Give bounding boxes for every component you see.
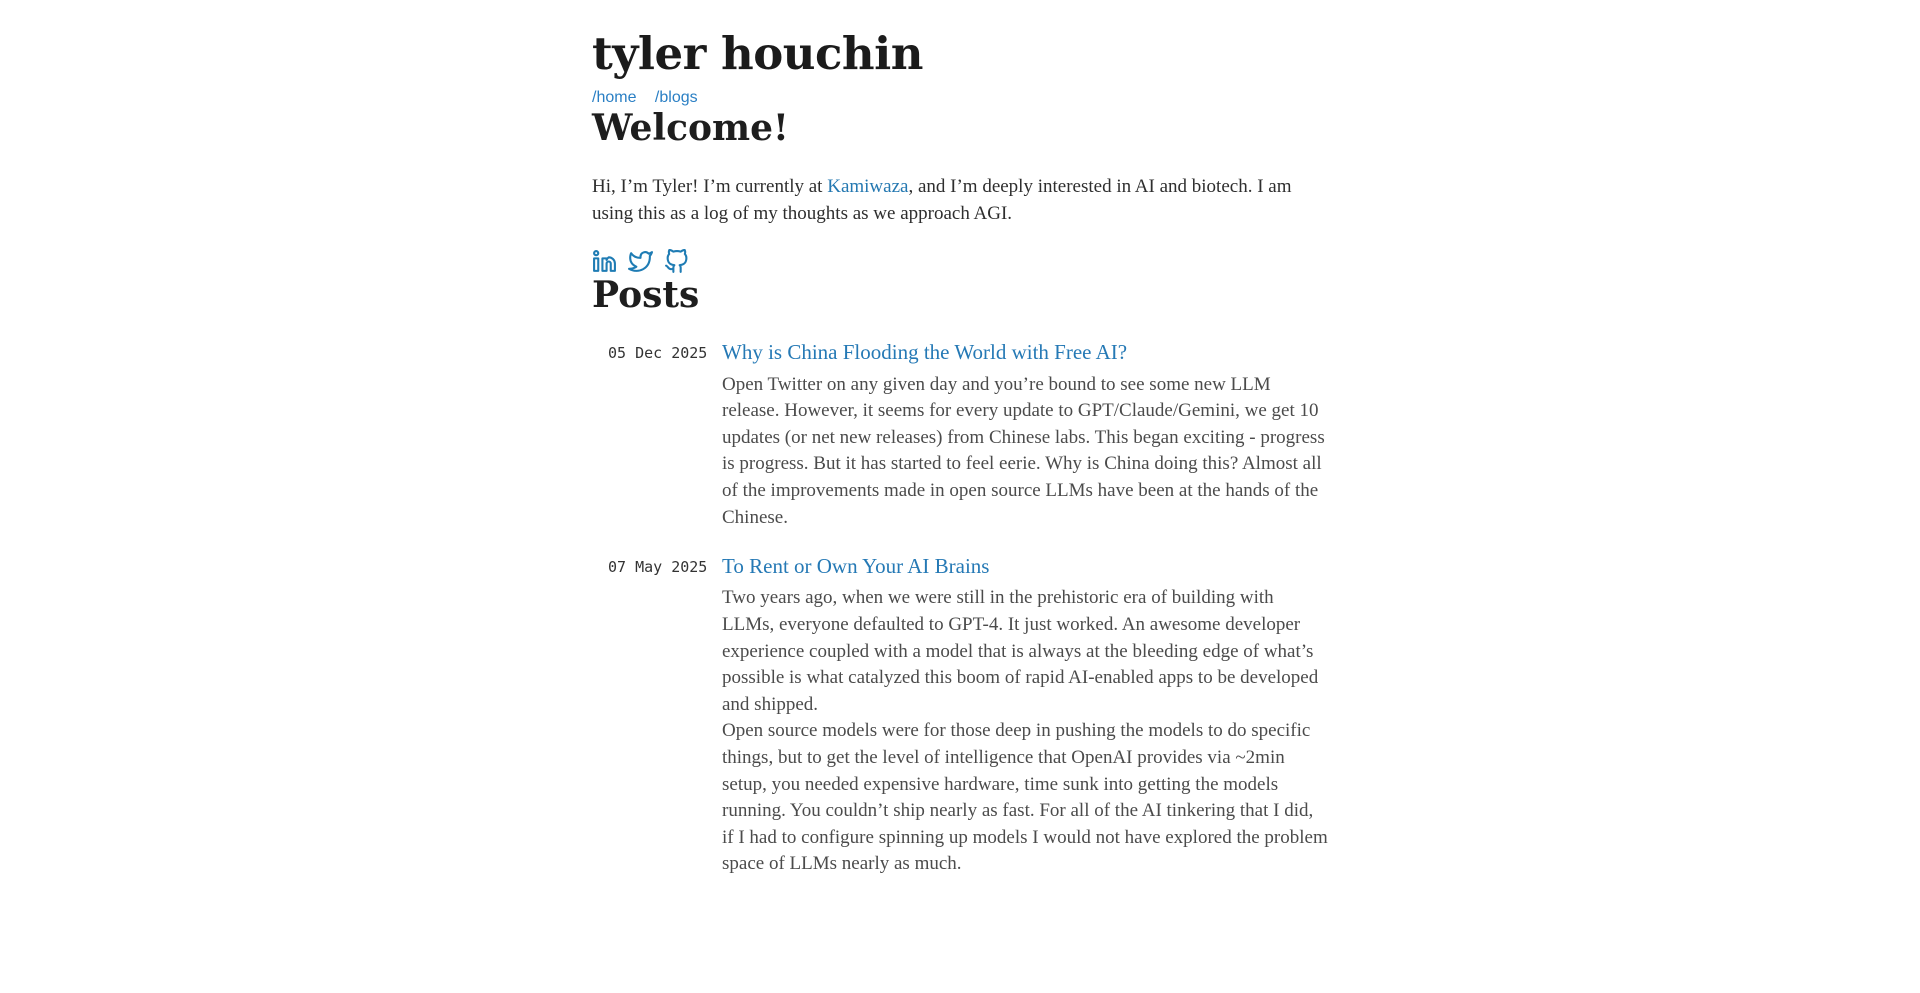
site-nav — [592, 89, 1328, 107]
post-content — [722, 339, 1328, 531]
post-row — [592, 553, 1328, 878]
linkedin-icon — [592, 249, 617, 274]
post-date: 05 Dec 2025 — [608, 344, 708, 363]
posts-heading: Posts — [592, 274, 700, 317]
kamiwaza-link[interactable]: Kamiwaza — [827, 175, 909, 197]
site-title-link[interactable]: tyler houchin — [592, 27, 923, 80]
post-excerpt — [722, 372, 1328, 532]
linkedin-link[interactable] — [592, 249, 617, 274]
github-icon — [664, 249, 689, 274]
twitter-icon — [628, 249, 653, 274]
post-title-link[interactable]: To Rent or Own Your AI Brains — [722, 554, 990, 579]
post-excerpt — [722, 585, 1328, 878]
nav-link-blogs[interactable]: /blogs — [654, 88, 698, 106]
intro-text-before: Hi, I’m Tyler! I’m currently at — [592, 175, 828, 197]
post-excerpt-paragraph: Open source models were for those deep in pushing the models to do specific things, but to get the level of intelligence that OpenAI provides via ~2min setup, you needed expensive hardware, time sunk into getting the models running. You couldn’t ship nearly as fast. For all of the AI tinkering that I did, if I had to configure spinning up models I would not have explored the problem space of LLMs nearly as much. — [722, 720, 1328, 875]
post-row — [592, 339, 1328, 531]
github-link[interactable] — [664, 249, 689, 274]
site-title — [592, 28, 1328, 80]
intro-paragraph — [592, 174, 1328, 227]
twitter-link[interactable] — [628, 249, 653, 274]
page-container — [592, 0, 1328, 878]
post-excerpt-paragraph: Two years ago, when we were still in the prehistoric era of building with LLMs, everyone defaulted to GPT-4. It just worked. An awesome developer experience coupled with a model that is always at the bleeding edge of what’s possible is what catalyzed this boom of rapid AI-enabled apps to be developed and shipped. — [722, 587, 1319, 715]
welcome-heading: Welcome! — [592, 106, 789, 149]
post-date: 07 May 2025 — [608, 558, 708, 577]
social-links-row — [592, 249, 1328, 274]
nav-link-home[interactable]: /home — [592, 88, 637, 106]
post-title-link[interactable]: Why is China Flooding the World with Free AI? — [722, 340, 1128, 365]
post-list — [592, 339, 1328, 878]
post-content — [722, 553, 1328, 878]
intro-text-after: , and I’m deeply interested in AI and biotech. I am using this as a log of my thoughts as we approach AGI. — [592, 175, 1292, 224]
post-excerpt-paragraph: Open Twitter on any given day and you’re bound to see some new LLM release. However, it seems for every update to GPT/Claude/Gemini, we get 10 updates (or net new releases) from Chinese labs. This began exciting - progress is progress. But it has started to feel eerie. Why is China doing this? Almost all of the improvements made in open source LLMs have been at the hands of the Chinese. — [722, 373, 1325, 528]
